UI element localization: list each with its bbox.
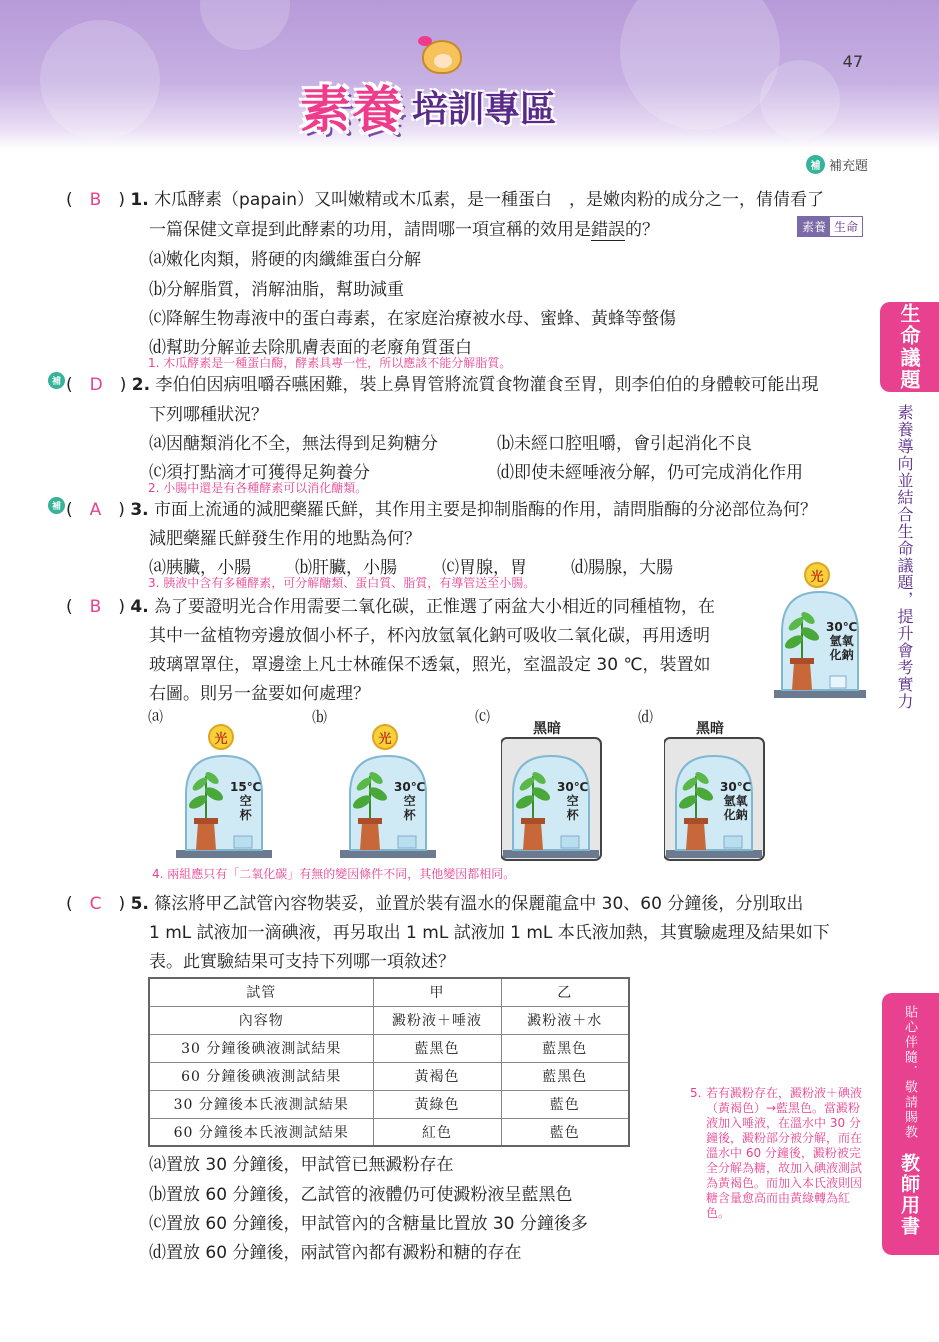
side-tab-subtitle: 素養導向並結合生命議題，提升會考實力 (895, 404, 914, 710)
supplement-badge: 補 (48, 372, 65, 389)
q2-option-c: ⒞須打點滴才可獲得足夠養分 (149, 463, 370, 483)
figure-option-3 (501, 718, 605, 862)
table-header: 試管 (149, 978, 373, 1006)
table-cell: 黃綠色 (373, 1090, 501, 1118)
question-5-line2: 1 mL 試液加一滴碘液，再另取出 1 mL 試液加 1 mL 本氏液加熱，其實驗處理及結果如下 (149, 923, 830, 943)
table-cell: 藍黑色 (501, 1062, 629, 1090)
question-4-line3: 玻璃罩罩住，罩邊塗上凡士林確保不透氣，照光，室溫設定 30 ℃，裝置如 (149, 655, 711, 675)
table-cell: 60 分鐘後本氏液測試結果 (149, 1118, 373, 1146)
question-4-line4: 右圖。則另一盆要如何處理？ (149, 684, 370, 704)
q3-note: 3. 胰液中含有多種酵素，可分解醣類、蛋白質、脂質，有導管送至小腸。 (148, 576, 536, 590)
q3-option-a: ⒜胰臟，小腸 (149, 558, 251, 578)
question-2-line1: 李伯伯因病咀嚼吞嚥困難，裝上鼻胃管將流質食物灌食至胃，則李伯伯的身體較可能出現 (155, 375, 819, 395)
table-header: 乙 (501, 978, 629, 1006)
q3-option-d: ⒟腸腺，大腸 (571, 558, 673, 578)
title-small: 培訓專區 (412, 88, 557, 130)
side-tab-teacher (882, 993, 939, 1255)
figure-option-label: ⒞ (475, 708, 491, 726)
figure-option-1 (174, 718, 278, 862)
figure-cup1: 空 (239, 794, 252, 808)
table-cell: 內容物 (149, 1006, 373, 1034)
darkness-label: 黑暗 (696, 721, 724, 737)
table-cell: 澱粉液＋唾液 (373, 1006, 501, 1034)
table-row (149, 1034, 629, 1062)
q2-option-b: ⒝未經口腔咀嚼，會引起消化不良 (497, 434, 752, 454)
table-cell: 藍黑色 (373, 1034, 501, 1062)
q5-option-a: ⒜置放 30 分鐘後，甲試管已無澱粉存在 (149, 1155, 454, 1175)
figure-option-label: ⒟ (638, 708, 654, 726)
q2-note: 2. 小腸中還是有各種酵素可以消化醣類。 (148, 481, 368, 495)
table-cell: 黃褐色 (373, 1062, 501, 1090)
table-row (149, 1006, 629, 1034)
question-2-header: ( D ) 2. 李伯伯因病咀嚼吞嚥困難，裝上鼻胃管將流質食物灌食至胃，則李伯伯的身體較可能出現 (66, 375, 819, 395)
main-cup-line2: 化鈉 (829, 648, 854, 662)
figure-temp: 15℃ (230, 780, 262, 794)
title-big: 素養 (300, 81, 404, 139)
question-4-line2: 其中一盆植物旁邊放個小杯子，杯內放氫氧化鈉可吸收二氧化碳，再用透明 (149, 626, 710, 646)
question-5-line1: 篠泫將甲乙試管內容物裝妥，並置於裝有溫水的保麗龍盒中 30、60 分鐘後，分別取出 (154, 894, 804, 914)
figure-text (557, 780, 588, 822)
page-number: 47 (842, 52, 863, 71)
supplement-icon: 補 (806, 155, 825, 174)
figure-cup2: 杯 (239, 808, 252, 822)
figure-text (720, 780, 751, 822)
main-temp: 30℃ (826, 620, 858, 634)
table-cell: 藍色 (501, 1090, 629, 1118)
figure-cup1: 空 (566, 794, 579, 808)
question-4-header: ( B ) 4. 為了要證明光合作用需要二氧化碳，正惟選了兩盆大小相近的同種植物，在 (66, 597, 716, 617)
question-1-line1: 木瓜酵素（papain）又叫嫩精或木瓜素，是一種蛋白 ，是嫩肉粉的成分之一，倩倩看了 (154, 190, 824, 210)
figure-option-label: ⒝ (312, 708, 328, 726)
figure-temp: 30℃ (394, 780, 426, 794)
sun-icon: 光 (372, 724, 398, 750)
topic-tag: 素養 生命 (797, 216, 863, 237)
table-row (149, 1090, 629, 1118)
sun-icon: 光 (208, 724, 234, 750)
darkness-label: 黑暗 (533, 721, 561, 737)
table-cell: 30 分鐘後碘液測試結果 (149, 1034, 373, 1062)
question-3-header: ( A ) 3. 市面上流通的減肥藥羅氏鮮，其作用主要是抑制脂酶的作用，請問脂酶的分泌部位為何？ (66, 500, 818, 520)
table-cell: 藍色 (501, 1118, 629, 1146)
figure-temp: 30℃ (720, 780, 752, 794)
q3-option-b: ⒝肝臟，小腸 (295, 558, 397, 578)
table-cell: 澱粉液＋水 (501, 1006, 629, 1034)
figure-cup2: 杯 (566, 808, 579, 822)
figure-option-4 (664, 718, 768, 862)
table-cell: 60 分鐘後碘液測試結果 (149, 1062, 373, 1090)
table-cell: 紅色 (373, 1118, 501, 1146)
page-title (300, 64, 556, 148)
question-1-line2: 一篇保健文章提到此酵素的功用，請問哪一項宣稱的效用是錯誤的？ (149, 220, 659, 240)
figure-option-label: ⒜ (148, 708, 164, 726)
question-3-line1: 市面上流通的減肥藥羅氏鮮，其作用主要是抑制脂酶的作用，請問脂酶的分泌部位為何？ (154, 500, 818, 520)
question-5-line3: 表。此實驗結果可支持下列哪一項敘述？ (149, 952, 455, 972)
q5-side-note: 5. 若有澱粉存在，澱粉液＋碘液（黃褐色）→藍黑色。當澱粉液加入唾液，在溫水中 30 分鐘後，澱粉部分被分解，而在溫水中 60 分鐘後，澱粉被完全分解為糖，故加入碘液測試為黃褐色。而加入本氏液則因糖含量愈高而由黃綠轉為紅色。 (690, 1086, 863, 1220)
table-row (149, 1118, 629, 1146)
question-2-line2: 下列哪種狀況？ (149, 405, 268, 425)
question-3-line2: 減肥藥羅氏鮮發生作用的地點為何？ (149, 529, 421, 549)
figure-cup1: 空 (403, 794, 416, 808)
q2-option-d: ⒟即使未經唾液分解，仍可完成消化作用 (497, 463, 803, 483)
q3-option-c: ⒞胃腺，胃 (442, 558, 527, 578)
answer-3: A (89, 500, 102, 520)
q1-option-a: ⒜嫩化肉類，將硬的肉纖維蛋白分解 (149, 250, 421, 270)
figure-temp: 30℃ (557, 780, 589, 794)
supplement-legend-text: 補充題 (829, 159, 869, 174)
q1-note: 1. 木瓜酵素是一種蛋白酶，酵素具專一性，所以應該不能分解脂質。 (148, 356, 512, 370)
table-cell: 30 分鐘後本氏液測試結果 (149, 1090, 373, 1118)
figure-text (394, 780, 425, 822)
q1-option-b: ⒝分解脂質，消解油脂，幫助減重 (149, 280, 404, 300)
figure-cup1: 氫氧 (723, 794, 748, 808)
supplement-legend (806, 155, 868, 174)
q5-option-c: ⒞置放 60 分鐘後，甲試管內的含糖量比置放 30 分鐘後多 (149, 1214, 588, 1234)
table-header: 甲 (373, 978, 501, 1006)
answer-5: C (89, 894, 102, 914)
q1-option-c: ⒞降解生物毒液中的蛋白毒素，在家庭治療被水母、蜜蜂、黃蜂等螫傷 (149, 309, 676, 329)
question-5-header: ( C ) 5. 篠泫將甲乙試管內容物裝妥，並置於裝有溫水的保麗龍盒中 30、60 分鐘後，分別取出 (66, 894, 804, 914)
figure-cup2: 化鈉 (723, 808, 748, 822)
q4-note: 4. 兩組應只有「二氧化碳」有無的變因條件不同，其他變因都相同。 (152, 867, 516, 881)
side-tab-teacher-sub: 貼心伴隨．敬請賜教 (902, 1005, 917, 1140)
table-cell: 藍黑色 (501, 1034, 629, 1062)
results-table (148, 977, 630, 1147)
answer-1: B (89, 190, 102, 210)
main-cup-line1: 氫氧 (829, 634, 854, 648)
q2-option-a: ⒜因醣類消化不全，無法得到足夠糖分 (149, 434, 438, 454)
figure-cup2: 杯 (403, 808, 416, 822)
side-tab-teacher-title: 教師用書 (898, 1153, 920, 1237)
sun-icon: 光 (804, 562, 830, 588)
figure-text (230, 780, 261, 822)
q1-option-d: ⒟幫助分解並去除肌膚表面的老廢角質蛋白 (149, 338, 472, 358)
figure-option-2 (338, 718, 442, 862)
table-row (149, 1062, 629, 1090)
question-1-header: ( B ) 1. 木瓜酵素（papain）又叫嫩精或木瓜素，是一種蛋白 ，是嫩肉粉的成分之一，倩倩看了 (66, 190, 824, 210)
q5-option-d: ⒟置放 60 分鐘後，兩試管內都有澱粉和糖的存在 (149, 1243, 522, 1263)
answer-2: D (89, 375, 103, 395)
answer-4: B (89, 597, 102, 617)
question-4-line1: 為了要證明光合作用需要二氧化碳，正惟選了兩盆大小相近的同種植物，在 (154, 597, 716, 617)
q4-main-figure (772, 562, 868, 702)
q5-option-b: ⒝置放 60 分鐘後，乙試管的液體仍可使澱粉液呈藍黑色 (149, 1185, 573, 1205)
side-tab-life: 生命議題 (880, 302, 939, 392)
supplement-badge: 補 (48, 497, 65, 514)
table-header-row (149, 978, 629, 1006)
